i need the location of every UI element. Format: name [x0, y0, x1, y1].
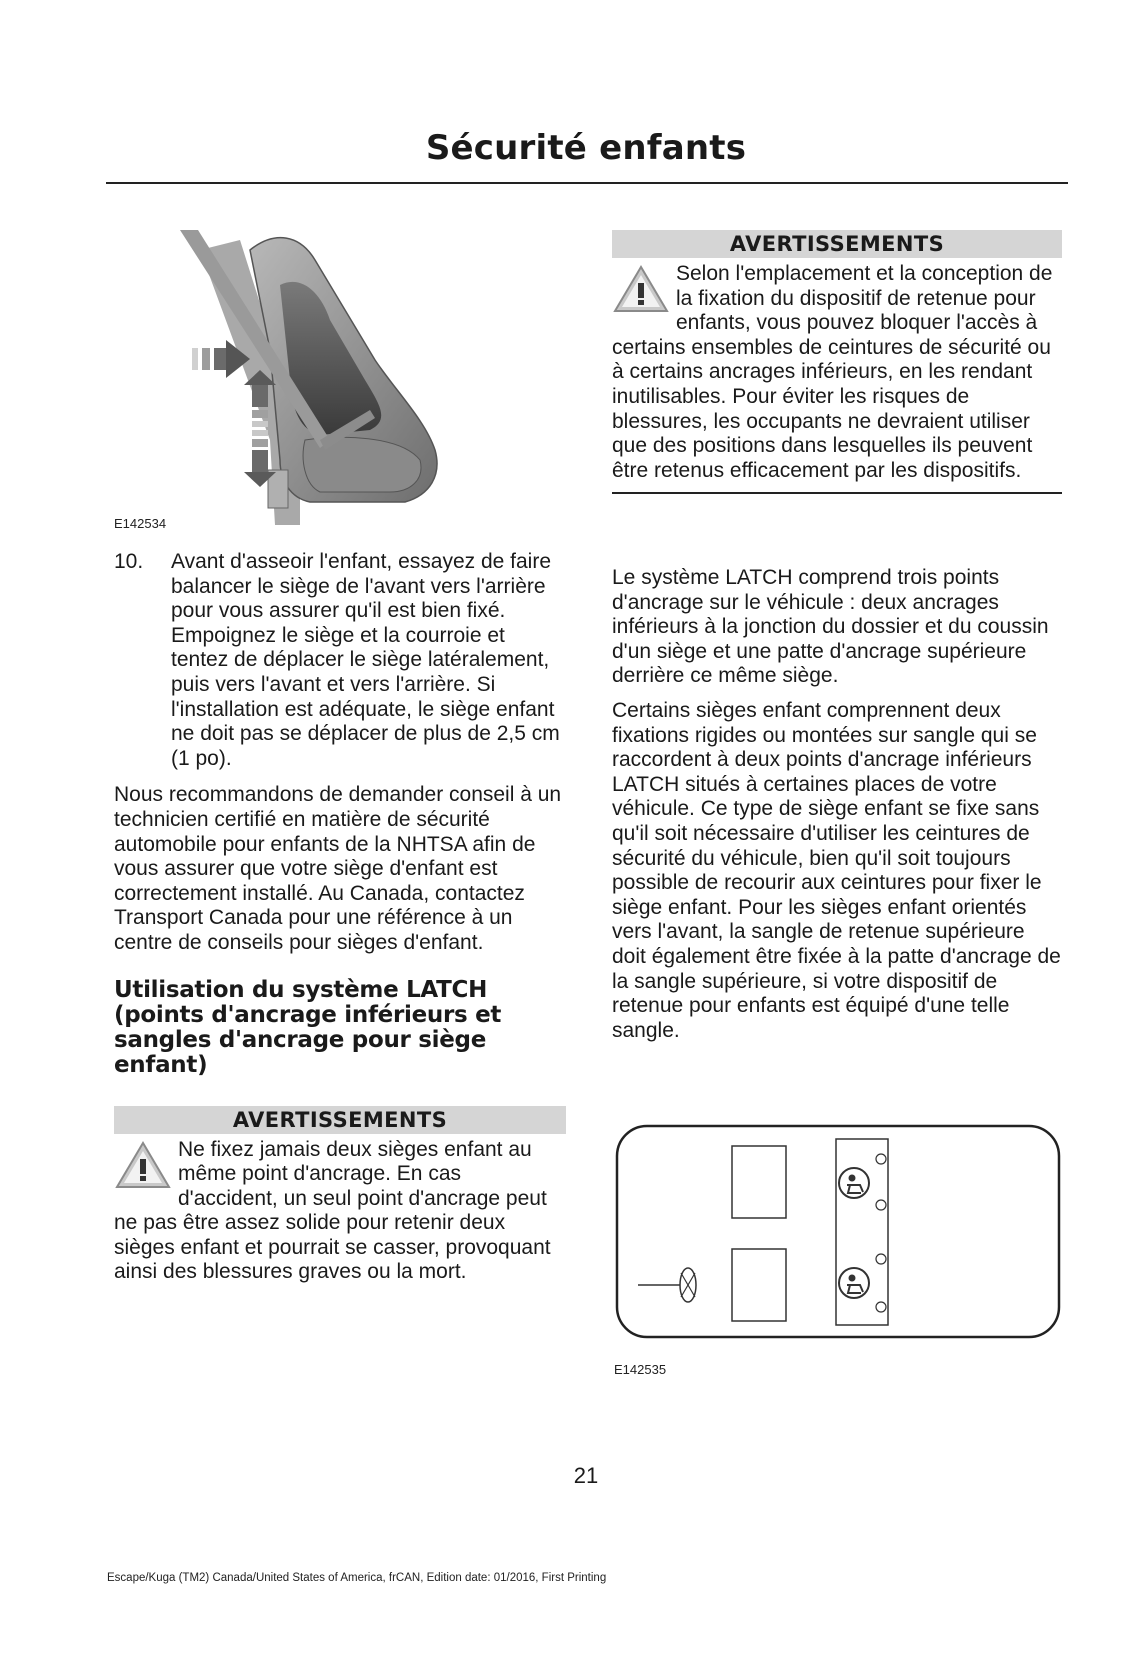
warning-triangle-icon: [612, 264, 670, 314]
lower-anchor-icon: [876, 1200, 886, 1210]
figure-code: E142534: [114, 516, 167, 531]
right-column-text: [612, 566, 1062, 1053]
page-title: Sécurité enfants: [425, 128, 747, 168]
footer: Escape/Kuga (TM2) Canada/United States of America, frCAN, Edition date: 01/2016, First Printing: [107, 1572, 607, 1584]
advice-paragraph: Nous recommandons de demander conseil à un technicien certifié en matière de sécurité automobile pour enfants de la NHTSA afin de vous assurer que votre siège d'enfant est correctement installé. Au Canada, contactez Transport Canada pour une référence à un centre de conseils pour sièges d'enfant.: [114, 783, 562, 954]
step-text: Avant d'asseoir l'enfant, essayez de faire balancer le siège de l'avant vers l'arrière pour vous assurer qu'il est bien fixé. Empoignez le siège et la courroie et tentez de déplacer le siège latéralement, puis vers l'avant et vers l'arrière. Si l'installation est adéquate, le siège enfant ne doit pas se déplacer de plus de 2,5 cm (1 po).: [171, 550, 560, 770]
latch-child-seat-icon: [839, 1268, 869, 1298]
section-heading: Utilisation du système LATCH (points d'ancrage inférieurs et sangles d'ancrage pour siège enfant): [114, 976, 502, 1078]
left-column: [114, 550, 566, 1285]
warning-body: [612, 262, 1062, 483]
child-seat-illustration: [180, 230, 460, 530]
front-seat-passenger: [732, 1146, 786, 1218]
numbered-step: [114, 550, 566, 771]
page-number: 21: [573, 1463, 599, 1488]
child-seat-paragraph: Certains sièges enfant comprennent deux fixations rigides ou montées sur sangle qui se raccordent à deux points d'ancrage inférieurs LATCH situés à certaines places de votre véhicule. Ce type de siège enfant se fixe sans qu'il soit nécessaire d'utiliser les ceintures de sécurité du véhicule, bien qu'il soit toujours possible de recourir aux ceintures pour fixer le siège enfant. Pour les sièges enfant orientés vers l'avant, la sangle de retenue supérieure doit également être fixée à la patte d'ancrage de la sangle supérieure, si votre dispositif de retenue pour enfants est équipé d'une telle sangle.: [612, 698, 1061, 1042]
warning-triangle-icon: [114, 1140, 172, 1190]
warning-body: [114, 1138, 566, 1286]
warning-box: [612, 230, 1062, 494]
title-divider: [106, 182, 1068, 184]
latch-anchor-diagram: [614, 1123, 1062, 1341]
tether-anchor-icon: [876, 1254, 886, 1264]
warning-header: AVERTISSEMENTS: [612, 230, 1062, 258]
rear-bench-seat: [836, 1139, 888, 1325]
warning-text: Ne fixez jamais deux sièges enfant au même point d'ancrage. En cas d'accident, un seul point d'ancrage peut ne pas être assez solide pour retenir deux sièges enfant et pourrait se casser, provoquant ainsi des blessures graves ou la mort.: [114, 1137, 551, 1284]
latch-child-seat-icon: [839, 1168, 869, 1198]
right-column: [612, 230, 1062, 494]
warning-box: [114, 1106, 566, 1286]
figure-code: E142535: [614, 1362, 667, 1377]
warning-text: Selon l'emplacement et la conception de la fixation du dispositif de retenue pour enfants, vous pouvez bloquer l'accès à certains ensembles de ceintures de sécurité ou à certains ancrages inférieurs, en les rendant inutilisables. Pour éviter les risques de blessures, les occupants ne devraient utiliser que des positions dans lesquelles ils peuvent être retenus efficacement par les dispositifs.: [612, 262, 1053, 482]
warning-header: AVERTISSEMENTS: [114, 1106, 566, 1134]
latch-paragraph: Le système LATCH comprend trois points d'ancrage sur le véhicule : deux ancrages inférieurs à la jonction du dossier et du coussin d'un siège et une patte d'ancrage supérieure derrière ce même siège.: [612, 566, 1049, 688]
step-number: 10.: [114, 550, 144, 573]
tether-anchor-icon: [876, 1154, 886, 1164]
lower-anchor-icon: [876, 1302, 886, 1312]
warning-divider: [612, 492, 1062, 494]
front-seat-driver: [732, 1249, 786, 1321]
